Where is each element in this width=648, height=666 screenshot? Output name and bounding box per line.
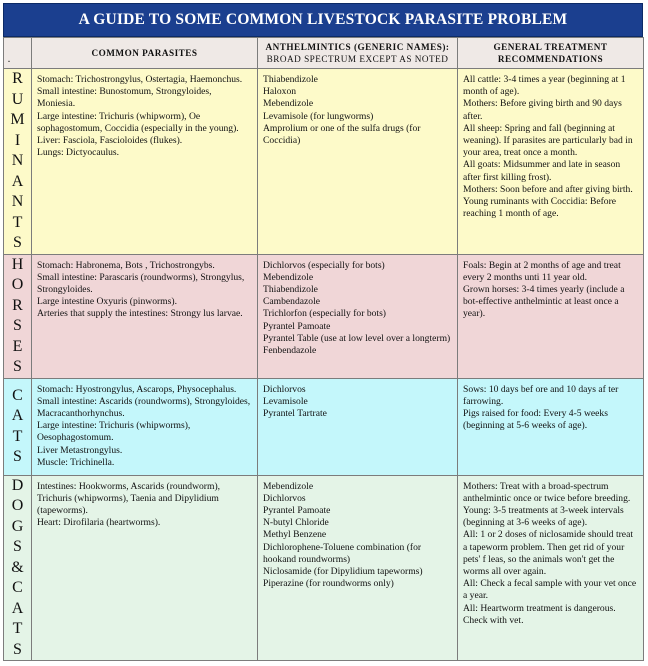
page-title: A GUIDE TO SOME COMMON LIVESTOCK PARASITE PROBLEM <box>3 3 643 37</box>
treatment-cell <box>458 254 644 378</box>
header-corner: . <box>4 38 32 69</box>
cell-line: Mothers: Soon before and after giving birth. <box>463 183 633 195</box>
parasites-cell <box>32 69 258 255</box>
header-anthelmintics-title: ANTHELMINTICS (GENERIC NAMES): <box>265 41 450 52</box>
cell-line: Small intestine: Ascarids (roundworms), Strongyloides, Macracanthorhynchus. <box>37 395 251 419</box>
cell-line: Foals: Begin at 2 months of age and treat every 2 months unti 11 year old. <box>463 259 621 283</box>
cell-line: Cambendazole <box>263 296 321 308</box>
row-label-letter: A <box>11 172 24 190</box>
cell-line: Intestines: Hookworms, Ascarids (roundworm), Trichuris (whipworms), Taenia and Dipylidium (tapeworms). <box>37 480 221 516</box>
row-label-letter: R <box>12 70 23 87</box>
row-label-letter: & <box>11 558 24 576</box>
cell-line: All: Heartworm treatment is dangerous. Check with vet. <box>463 602 616 626</box>
cell-line: Fenbendazole <box>263 344 317 356</box>
cell-line: Stomach: Trichostrongylus, Ostertagia, Haemonchus. <box>37 74 243 85</box>
row-label-letter: D <box>11 476 24 494</box>
cell-line: Pyrantel Pamoate <box>263 320 331 332</box>
cell-line: Niclosamide (for Dipylidium tapeworms) <box>263 565 423 577</box>
row-horses <box>4 254 644 378</box>
cell-line: Mebendizole <box>263 271 314 283</box>
row-label-letter: S <box>13 448 22 465</box>
row-label-letter: O <box>11 497 24 514</box>
row-label-horses <box>4 254 32 378</box>
row-label-letter: M <box>10 111 25 128</box>
cell-line: Thiabendizole <box>263 283 318 295</box>
cell-line: Pyrantel Pamoate <box>263 504 331 516</box>
cell-line: Dichlorophene-Toluene combination (for hookand roundworms) <box>263 541 422 565</box>
cell-line: Small intestine: Parascaris (roundworms), Strongylus, Strongyloides. <box>37 271 245 295</box>
treatment-cell <box>458 69 644 255</box>
row-label-letter: N <box>11 152 24 169</box>
cell-line: Grown horses: 3-4 times yearly (include a bot-effective anthelmintic at least once a year). <box>463 283 625 320</box>
row-label-letter: I <box>14 131 21 149</box>
cell-line: Mebendizole <box>263 480 314 492</box>
cell-line: Levamisole <box>263 395 308 407</box>
parasites-cell <box>32 378 258 475</box>
cell-line: Mothers: Treat with a broad-spectrum anthelmintic once or twice before breeding. <box>463 480 631 504</box>
cell-line: Liver: Fasciola, Fascioloides (flukes). <box>37 135 183 147</box>
row-label-letter: S <box>13 317 22 334</box>
anthelmintics-cell <box>258 475 458 661</box>
row-label-letter: R <box>12 296 23 314</box>
cell-line: Heart: Dirofilaria (heartworms). <box>37 517 161 529</box>
cell-line: Dichlorvos (especially for bots) <box>263 259 385 271</box>
row-label-letter: U <box>11 90 24 108</box>
header-treatment-line2: RECOMMENDATIONS <box>497 54 604 64</box>
cell-line: Small intestine: Bunostomum, Strongyloides, Moniesia. <box>37 86 212 110</box>
cell-line: Dichlorvos <box>263 383 306 395</box>
row-label-letter: A <box>11 407 24 424</box>
row-label-letter: S <box>13 358 22 375</box>
anthelmintics-cell <box>258 254 458 378</box>
row-label-letter: C <box>12 579 23 596</box>
cell-line: Amprolium or one of the sulfa drugs (for Coccidia) <box>263 122 421 147</box>
cell-line: All cattle: 3-4 times a year (beginning at 1 month of age). <box>463 74 626 98</box>
parasites-cell <box>32 254 258 378</box>
cell-line: Lungs: Dictyocaulus. <box>37 147 120 159</box>
row-label-cats <box>4 378 32 475</box>
row-label-letter: C <box>12 386 23 404</box>
row-label-letter: S <box>13 538 22 555</box>
row-label-letter: T <box>12 427 23 445</box>
treatment-cell <box>458 475 644 661</box>
cell-line: All goats: Midsummer and late in season after first killing frost). <box>463 159 621 183</box>
row-label-letter: S <box>13 640 22 658</box>
cell-line: Mothers: Before giving birth and 90 days after. <box>463 98 622 122</box>
header-row <box>4 38 644 69</box>
cell-line: All: Check a fecal sample with your vet once a year. <box>463 578 637 602</box>
row-ruminants <box>4 69 644 255</box>
cell-line: Haloxon <box>263 86 297 98</box>
cell-line: Large intestine: Trichuris (whipworms), Oesophagostomum. <box>37 420 191 444</box>
cell-line: Sows: 10 days bef ore and 10 days af ter farrowing. <box>463 383 619 407</box>
cell-line: Large intestine: Trichuris (whipworm), Oe sophagostomum, Coccidia (especially in the young). <box>37 110 239 134</box>
header-treatment <box>458 38 644 69</box>
row-label-letter: O <box>11 276 24 293</box>
cell-line: Muscle: Trichinella. <box>37 456 115 468</box>
cell-line: Pyrantel Tartrate <box>263 407 327 419</box>
anthelmintics-cell <box>258 69 458 255</box>
cell-line: Large intestine Oxyuris (pinworms). <box>37 296 177 308</box>
row-label-letter: N <box>11 193 24 210</box>
row-label-letter: E <box>12 337 23 355</box>
parasites-cell <box>32 475 258 661</box>
row-label-letter: H <box>11 255 24 273</box>
row-label-letter: S <box>13 234 22 251</box>
parasite-guide <box>3 3 643 661</box>
cell-line: Methyl Benzene <box>263 529 327 541</box>
row-label-letter: A <box>11 599 24 617</box>
header-anthelmintics-subtitle: BROAD SPECTRUM EXCEPT AS NOTED <box>266 54 449 64</box>
row-label-ruminants <box>4 69 32 255</box>
anthelmintics-cell <box>258 378 458 475</box>
header-common-parasites: COMMON PARASITES <box>32 38 258 69</box>
cell-line: Mebendizole <box>263 98 314 110</box>
cell-line: Young: 3-5 treatments at 3-week intervals (beginning at 3-6 weeks of age). <box>463 504 624 529</box>
cell-line: Dichlorvos <box>263 492 306 504</box>
cell-line: All sheep: Spring and fall (beginning at weaning). If parasites are particularly bad in your area, treat once a month. <box>463 122 633 159</box>
row-label-dogs-cats <box>4 475 32 661</box>
treatment-cell <box>458 378 644 475</box>
parasite-table <box>3 37 644 661</box>
header-treatment-line1: GENERAL TREATMENT <box>493 41 608 52</box>
cell-line: Young ruminants with Coccidia: Before reaching 1 month of age. <box>463 196 617 220</box>
row-dogs-cats <box>4 475 644 661</box>
cell-line: Thiabendizole <box>263 74 318 85</box>
cell-line: Stomach: Habronema, Bots , Trichostrongybs. <box>37 259 215 271</box>
row-label-letter: T <box>12 620 23 637</box>
cell-line: Liver Metastrongylus. <box>37 444 123 456</box>
header-anthelmintics <box>258 38 458 69</box>
cell-line: Pigs raised for food: Every 4-5 weeks (beginning at 5-6 weeks of age). <box>463 407 608 432</box>
cell-line: Arteries that supply the intestines: Strongy lus larvae. <box>37 308 243 320</box>
row-cats <box>4 378 644 475</box>
cell-line: N-butyl Chloride <box>263 517 329 529</box>
cell-line: All: 1 or 2 doses of niclosamide should treat a tapeworm problem. Then get rid of your pets' f leas, so the animals won't get the worms all over again. <box>463 529 633 577</box>
cell-line: Stomach: Hyostrongylus, Ascarops, Physocephalus. <box>37 383 237 395</box>
cell-line: Levamisole (for lungworms) <box>263 110 374 122</box>
row-label-letter: T <box>12 213 23 231</box>
row-label-letter: G <box>11 517 24 535</box>
cell-line: Trichlorfon (especially for bots) <box>263 308 387 320</box>
cell-line: Pyrantel Table (use at low level over a longterm) <box>263 332 451 344</box>
cell-line: Piperazine (for roundworms only) <box>263 578 394 590</box>
